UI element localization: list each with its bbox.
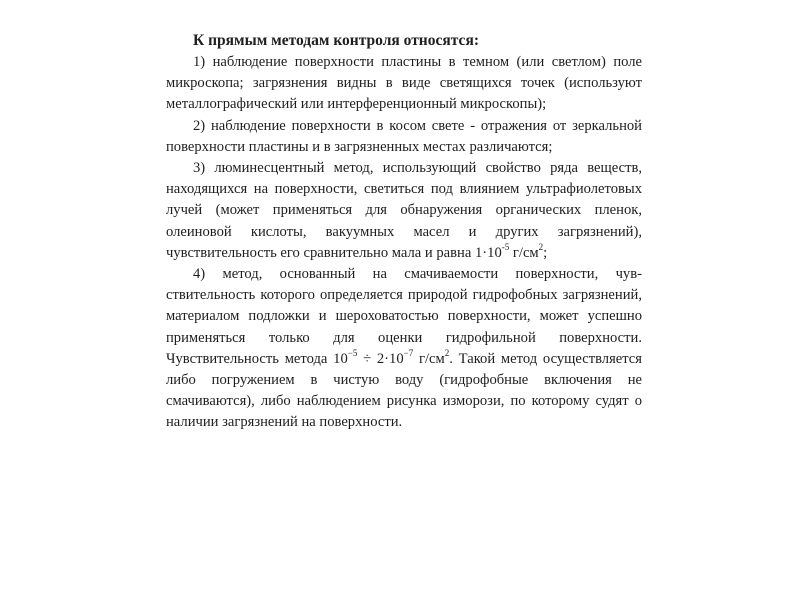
item-3-end: ; [543, 244, 548, 261]
item-4-unit-exponent: 2 [444, 347, 450, 358]
document-page [166, 30, 642, 434]
item-4-text: 4) метод, основанный на смачиваемости поверхности, чувствительность которого определяется природой гидрофобных загрязнений, материалом подложки и шероховатостью поверхности, может успешно применяться только для оценки гидрофильной поверхности. Чувствительность метода 10 [166, 266, 642, 367]
item-4-end: . Такой метод осуществляется либо погружением в чистую воду (гидрофобные включения не смачиваются), либо наблюдением рисунка изморози, по которому судят о наличии загрязнений на поверхности. [166, 350, 642, 431]
list-item-1: 1) наблюдение поверхности пластины в темном (или светлом) поле микроскопа; загрязнения видны в виде светящихся точек (используют металлографический или интерференционный микроскопы); [166, 54, 642, 113]
item-3-unit-exponent: 2 [538, 241, 544, 252]
item-4-unit: г/см [413, 350, 445, 367]
document-heading: К прямым методам контроля относятся: [193, 32, 479, 49]
item-4-exponent-1: −5 [347, 347, 358, 358]
list-item-2: 2) наблюдение поверхности в косом свете - отражения от зеркальной поверхности пластины и в загрязненных местах различаются; [166, 117, 642, 155]
list-item-4 [166, 264, 642, 434]
item-3-unit: г/см [509, 244, 539, 261]
item-3-exponent: -5 [501, 241, 510, 252]
list-item-3 [166, 158, 642, 264]
item-3-text: 3) люминесцентный метод, использующий свойство ряда веществ, находящихся на поверхности, светиться под влиянием ультрафиолетовых лучей (может применяться для обнаружения органических пленок, олеиновой кислоты, вакуумных масел и других загрязнений), чувствительность его сравнительно мала и равна 1·10 [166, 160, 642, 261]
item-4-exponent-2: −7 [403, 347, 414, 358]
item-4-range: ÷ 2·10 [357, 350, 404, 367]
